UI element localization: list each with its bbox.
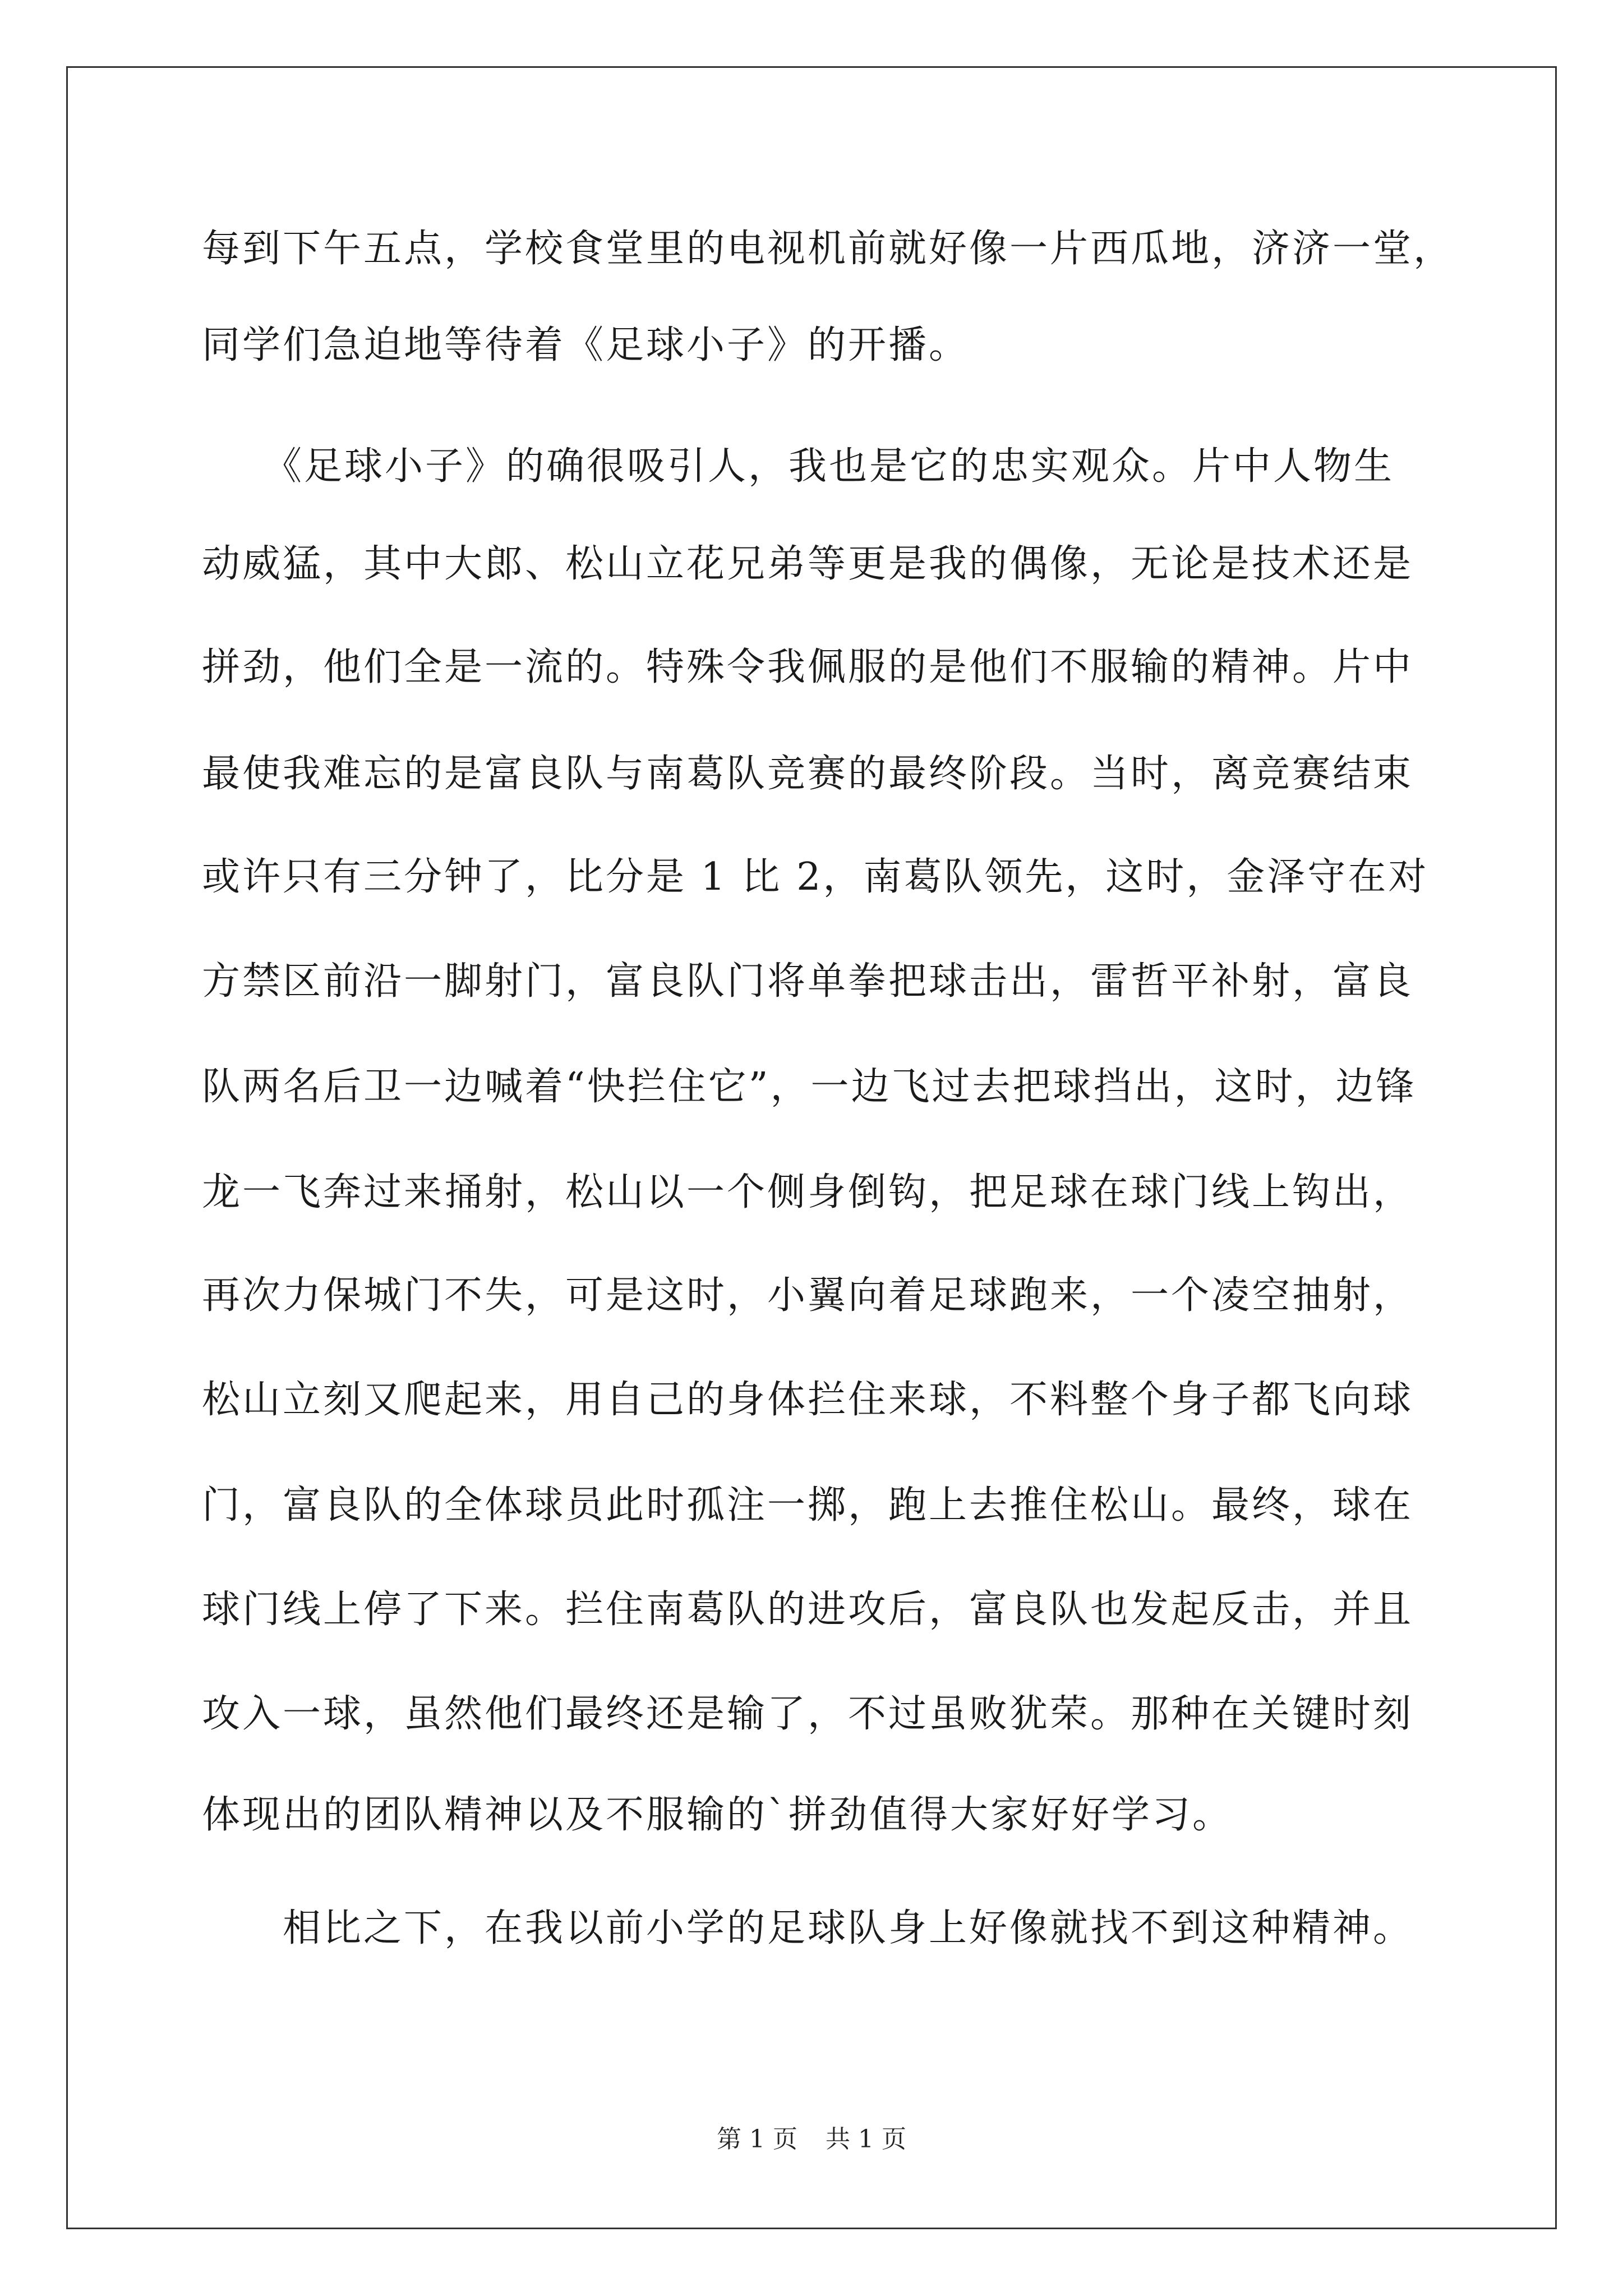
page-footer xyxy=(0,2127,1623,2152)
page-total: 共 1 页 xyxy=(826,2125,906,2154)
page-border xyxy=(66,66,1557,2229)
page-number: 第 1 页 xyxy=(717,2125,797,2154)
